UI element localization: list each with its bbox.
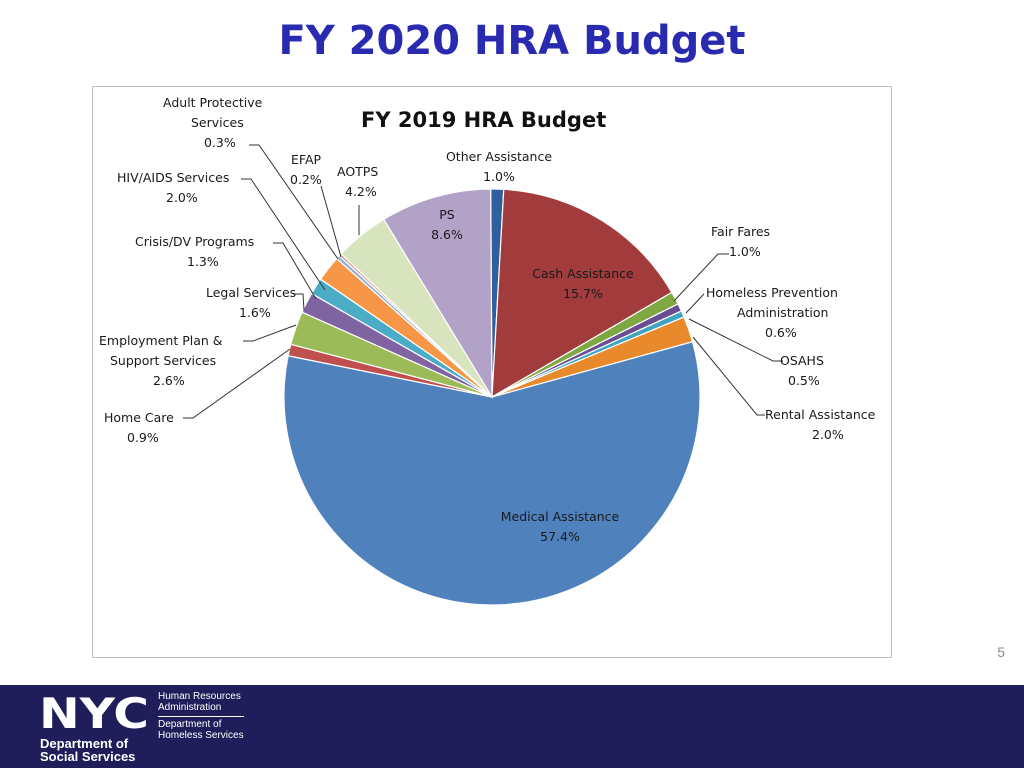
- slice-label-11: HIV/AIDS Services 2.0%: [117, 170, 230, 205]
- leader-line-5: [693, 337, 765, 415]
- slice-label-1: Cash Assistance 15.7%: [532, 266, 634, 301]
- slide-number: 5: [997, 644, 1005, 660]
- slice-label-6: Medical Assistance 57.4%: [500, 509, 620, 544]
- slice-label-3: Homeless Prevention Administration 0.6%: [706, 285, 838, 340]
- agency-divider: [158, 716, 244, 717]
- slice-label-0: Other Assistance 1.0%: [445, 149, 553, 184]
- slide-title: FY 2020 HRA Budget: [278, 18, 746, 64]
- slice-label-4: OSAHS 0.5%: [780, 353, 824, 388]
- slice-label-9: Legal Services 1.6%: [206, 285, 297, 320]
- leader-line-8: [243, 325, 296, 341]
- pie-slices: [284, 189, 700, 605]
- agency-block: [158, 692, 244, 741]
- leader-line-3: [686, 294, 704, 313]
- pie-chart-frame: [92, 86, 892, 658]
- nyc-logo-icon: [39, 695, 151, 731]
- slice-label-2: Fair Fares 1.0%: [711, 224, 771, 259]
- nyc-logo-text: NYC: [39, 695, 149, 731]
- slice-label-10: Crisis/DV Programs 1.3%: [135, 234, 255, 269]
- slice-label-7: Home Care 0.9%: [104, 410, 174, 445]
- agency1-line1: Human Resources: [158, 691, 241, 702]
- agency1-line2: Administration: [158, 701, 222, 713]
- dept-line-1: Department of: [40, 736, 129, 751]
- slice-label-14: AOTPS 4.2%: [337, 164, 379, 199]
- agency2-line2: Homeless Services: [158, 729, 244, 741]
- slice-label-15: PS 8.6%: [431, 207, 463, 242]
- slice-label-5: Rental Assistance 2.0%: [765, 407, 876, 442]
- footer-bar: [0, 685, 1024, 768]
- slice-label-12: Adult Protective Services 0.3%: [163, 95, 263, 150]
- leader-line-13: [321, 186, 341, 257]
- chart-title: FY 2019 HRA Budget: [361, 108, 607, 132]
- pie-chart: [93, 87, 893, 659]
- dept-line-2: Social Services: [40, 749, 136, 764]
- slice-label-13: EFAP 0.2%: [290, 152, 322, 187]
- agency2-line1: Department of: [158, 719, 222, 730]
- slice-label-8: Employment Plan & Support Services 2.6%: [99, 333, 223, 388]
